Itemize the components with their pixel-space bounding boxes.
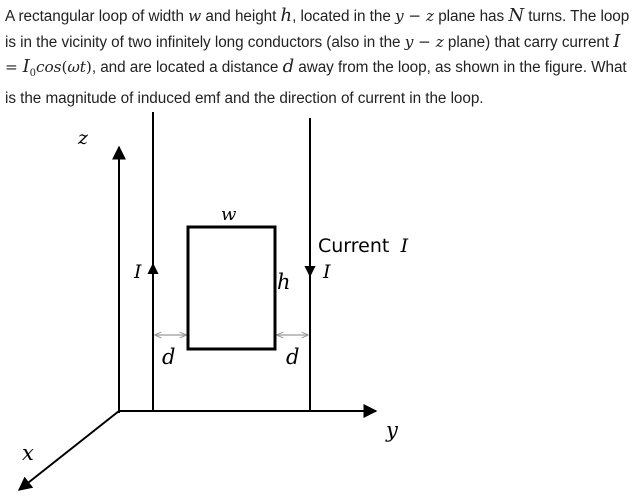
math-z: z: [426, 7, 435, 25]
question-part: A rectangular loop of width: [5, 8, 189, 25]
math-equals: =: [5, 58, 23, 76]
y-axis-label: y: [386, 418, 398, 442]
math-cos: cos: [35, 58, 62, 76]
question-part: plane) that carry current: [443, 33, 614, 51]
math-y: y: [404, 32, 414, 51]
math-z: z: [435, 32, 444, 51]
math-w: w: [188, 7, 202, 25]
current-symbol: I: [400, 235, 409, 257]
z-axis-label: z: [78, 127, 89, 149]
left-gap-label: d: [162, 345, 176, 369]
math-omega-t: ωt: [67, 58, 86, 76]
math-i: I: [613, 30, 621, 52]
right-current-label: [318, 235, 409, 257]
right-current-symbol: I: [323, 261, 331, 283]
math-i0: I: [22, 56, 30, 77]
math-d: d: [282, 56, 295, 77]
math-paren: ): [85, 58, 92, 76]
x-axis: [19, 411, 119, 490]
question-part: and height: [201, 8, 281, 25]
math-minus: −: [403, 7, 426, 25]
rectangular-loop: [188, 227, 275, 349]
math-paren: (: [61, 58, 68, 76]
current-word: Current: [318, 235, 390, 257]
question-part: plane has: [434, 8, 509, 25]
x-axis-label: x: [22, 441, 34, 465]
math-subscript-0: 0: [29, 68, 36, 80]
left-current-label: I: [134, 261, 142, 283]
math-h: h: [280, 5, 293, 26]
question-part: , and are located a distance: [91, 59, 283, 76]
right-gap-label: d: [286, 345, 300, 369]
math-y: y: [395, 7, 404, 25]
question-part: turns. The loop is in the vicinity of two infinitely long conductors (also in the: [5, 8, 630, 51]
question-part: away from the loop, as shown in the figure. What is the magnitude of induced emf and the direction of current in the loop.: [5, 59, 627, 107]
math-minus: −: [413, 32, 436, 51]
math-n: N: [508, 5, 525, 26]
loop-width-label: w: [221, 204, 237, 225]
loop-height-label: h: [277, 270, 291, 294]
question-part: , located in the: [292, 8, 395, 25]
